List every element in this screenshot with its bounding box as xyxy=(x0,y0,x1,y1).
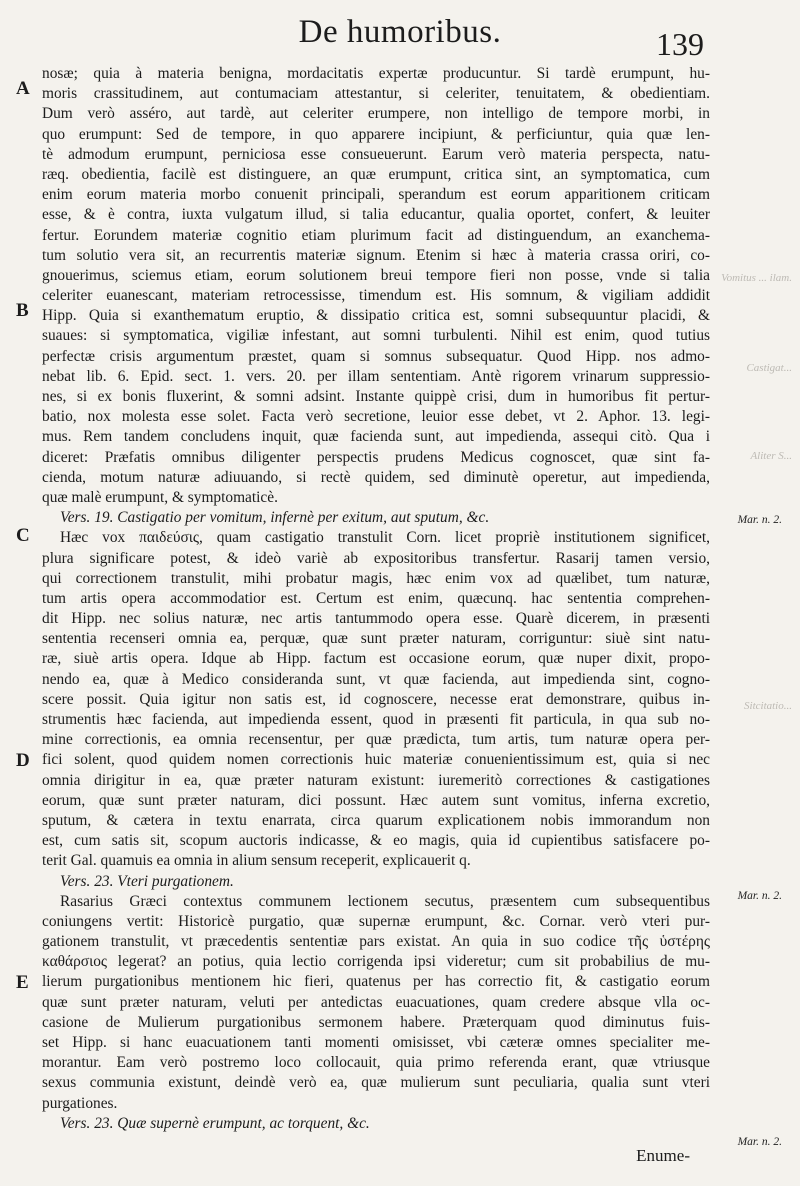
text-line: suaues: si symptomatica, vigiliæ infestant, aut somni turbulenti. Nihil est enim, quod tutius xyxy=(42,327,710,345)
text-line: terit Gal. quamuis ea omnia in alium sensum receperit, explicauerit q. xyxy=(42,852,471,870)
page-number: 139 xyxy=(656,26,704,62)
text-line: Rasarius Græci contextus communem lectionem secutus, præsentem cum subsequentibus xyxy=(60,892,710,910)
text-line: strumentis hæc facienda, aut impedienda essent, quod in præsenti fit particula, in qua sub no- xyxy=(42,711,710,728)
text-line: eorum, quæ sunt præter naturam, dici possunt. Hæc autem sunt vomitus, inferna excretio, xyxy=(42,791,710,809)
text-line: purgationes. xyxy=(42,1094,118,1112)
text-line: Hæc vox παιδεύσις, quam castigatio transtulit Corn. licet propriè institutionem significet, xyxy=(60,529,710,547)
verse-heading: Vers. 19. Castigatio per vomitum, infernè per exitum, aut sputum, &c. xyxy=(60,509,490,527)
faint-margin-note: Castigat... xyxy=(746,362,792,374)
text-line: quæ sunt præter naturam, veluti per antedictas euacuationes, quam credere absque vlla oc- xyxy=(42,993,710,1011)
margin-letter-a: A xyxy=(16,78,30,99)
text-line: sententia recenseri omnia ea, perquæ, quæ sunt præter naturam, corriguntur: siuè sint natu- xyxy=(42,630,710,648)
text-line: mine correctionis, ea omnia recensentur, per quæ prædicta, tum artis, tum naturæ opera per- xyxy=(42,731,710,749)
verse-heading: Vers. 23. Quæ supernè erumpunt, ac torquent, &c. xyxy=(60,1114,370,1132)
text-line: nendo ea, quæ à Medico consideranda sunt, vt quæ facienda, aut impedienda sint, cogno- xyxy=(42,670,710,688)
text-line: coniungens vertit: Historicè purgatio, quæ supernæ erumpunt, &c. Cornar. verò vteri pur- xyxy=(42,912,710,930)
faint-margin-note: Vomitus ... ilam. xyxy=(721,272,792,284)
text-line: tum solutio vera sit, an recurrentis materiæ signum. Etenim si hæc à materia crassa oriri, co- xyxy=(42,246,710,264)
text-line: lierum purgationibus mentionem hic fieri, quatenus per has correctio fit, & castigatio eorum xyxy=(42,973,710,991)
text-line: morantur. Eam verò postremo loco collocauit, quia primo referenda erant, quæ vtriusque xyxy=(42,1054,710,1072)
text-line: diceret: Præfatis omnibus diligenter perspectis prudens Medicus cognoscet, quæ sint fa- xyxy=(42,448,710,466)
text-line: fici solent, quod quidem nomen correctionis huic materiæ conuenientissimum est, quia si nec xyxy=(42,751,710,769)
text-line: sputum, & cætera in textu enarrata, circa quarum explicationem nobis immorandum non xyxy=(42,811,710,829)
faint-margin-note: Aliter S... xyxy=(750,450,792,462)
text-line: gnouerimus, sciemus etiam, eorum solutionem breui tempore fieri non posse, vnde si talia xyxy=(42,266,710,284)
text-line: Dum verò asséro, aut tardè, aut celeriter erumpere, non intelligo de tempore morbi, in xyxy=(42,105,710,123)
text-line: quæ malè erumpunt, & symptomaticè. xyxy=(42,488,278,506)
catchword: Enume- xyxy=(636,1146,690,1165)
running-head: De humoribus. xyxy=(298,14,502,50)
text-line: nebat lib. 6. Epid. sect. 1. vers. 20. per illam sententiam. Antè rigorem vrinarum suppressio- xyxy=(42,367,710,385)
text-line: ræ, siuè artis opera. Idque ab Hipp. factum est occasione eorum, quæ nuper dixit, propo- xyxy=(42,650,710,668)
text-line: Hipp. Quia si exanthematum eruptio, & dissipatio critica est, somni subsequuntur placidi, & xyxy=(42,307,710,325)
margin-letter-d: D xyxy=(16,750,30,771)
text-line: tum artis opera accommodatior est. Certum est enim, quæcunq. hac sententia comprehen- xyxy=(42,589,710,607)
text-line: qui correctionem transtulit, mihi probatur magis, hæc enim vox ad quælibet, tum naturæ, xyxy=(42,569,710,587)
text-line: plura significare potest, & ideò variè ab expositoribus transfertur. Rasarij tamen versio, xyxy=(42,549,710,567)
text-line: sexus communia existunt, deindè verò ea, quæ mulierum sunt peculiaria, qualia sunt vteri xyxy=(42,1074,710,1092)
text-line: omnia dirigitur in ea, quæ præter naturam existunt: iuremeritò correctiones & castigationes xyxy=(42,771,710,789)
text-line: gationem transtulit, vt præcedentis sententiæ pars existat. An quia in suo codice τῆς ὑστέρης xyxy=(42,933,710,951)
text-line: esse, & è contra, iuxta vulgatum illud, si talia educantur, qualia oportet, confert, & leuiter xyxy=(42,206,710,224)
text-line: casione de Mulierum purgationibus sermonem habere. Præterquam quod diminutus fuis- xyxy=(42,1013,710,1031)
margin-letter-b: B xyxy=(16,300,29,321)
margin-note: Mar. n. 2. xyxy=(737,514,782,526)
margin-note: Mar. n. 2. xyxy=(737,890,782,902)
text-line: cienda, motum naturæ adiuuando, si rectè quidem, sed diminutè operetur, aut impedienda, xyxy=(42,468,710,486)
text-line: est, cum satis sit, scopum auctoris indicasse, & eo magis, quia id cupientibus satisfacere po- xyxy=(42,832,710,850)
text-line: dit Hipp. nec solius naturæ, nec artis tantummodo opera esse. Quarè dicerem, in præsenti xyxy=(42,610,710,628)
text-line: ræq. obedientia, facilè est distinguere, an quæ erumpunt, critica sint, an symptomatica, cum xyxy=(42,165,710,183)
margin-letter-c: C xyxy=(16,525,30,546)
text-line: tè admodum erumpunt, perniciosa esse consueuerunt. Earum verò materia perspecta, natu- xyxy=(42,145,710,163)
text-line: scere possit. Quia igitur non satis est, id cognoscere, necesse erat demonstrare, quibus in- xyxy=(42,690,710,708)
text-line: quo erumpunt: Sed de tempore, in quo apparere incipiunt, & perficiuntur, quia quæ len- xyxy=(42,125,710,143)
text-line: moris crassitudinem, aut contumaciam attestantur, si celeriter, tenuitatem, & obedientiam. xyxy=(42,85,710,103)
text-line: perfectæ crisis argumentum præstet, quam si somnus subsequatur. Quod Hipp. nos admo- xyxy=(42,347,710,365)
text-line: mus. Rem tandem concludens inquit, quæ facienda sunt, aut impedienda, assequi citò. Qua i xyxy=(42,428,710,446)
margin-letter-e: E xyxy=(16,972,29,993)
verse-heading: Vers. 23. Vteri purgationem. xyxy=(60,872,234,890)
text-line: batio, nox molesta esse solet. Facta verò secretione, leuior esse debet, vt 2. Aphor. 13. legi- xyxy=(42,408,710,426)
text-line: nes, si ex bonis fluxerint, & somni adsint. Instante quippè crisi, dum in humoribus fit pertur- xyxy=(42,388,710,405)
text-line: nosæ; quia à materia benigna, mordacitatis expertæ producuntur. Si tardè erumpunt, hu- xyxy=(42,65,710,82)
faint-margin-note: Sitcitatio... xyxy=(744,700,792,712)
text-line: καθάρσιος legerat? an potius, quia lectio corrigenda ipsi videretur; cum sit probabilius de mu- xyxy=(42,953,710,971)
margin-note: Mar. n. 2. xyxy=(737,1136,782,1148)
text-line: celeriter euanescant, materiam retrocessisse, timendum est. His somnum, & vigiliam addidit xyxy=(42,287,710,305)
text-line: fertur. Eorundem materiæ cognitio etiam plurimum facit ad distinguendum, an exanchema- xyxy=(42,226,710,244)
text-line: set Hipp. si hanc euacuationem tanti momenti omisisset, vbi cæteræ omnes specialiter me- xyxy=(42,1034,710,1051)
text-line: enim eorum materia morbo conuenit principali, sperandum est eorum apparitionem criticam xyxy=(42,186,710,204)
commentary-text xyxy=(42,64,710,1134)
